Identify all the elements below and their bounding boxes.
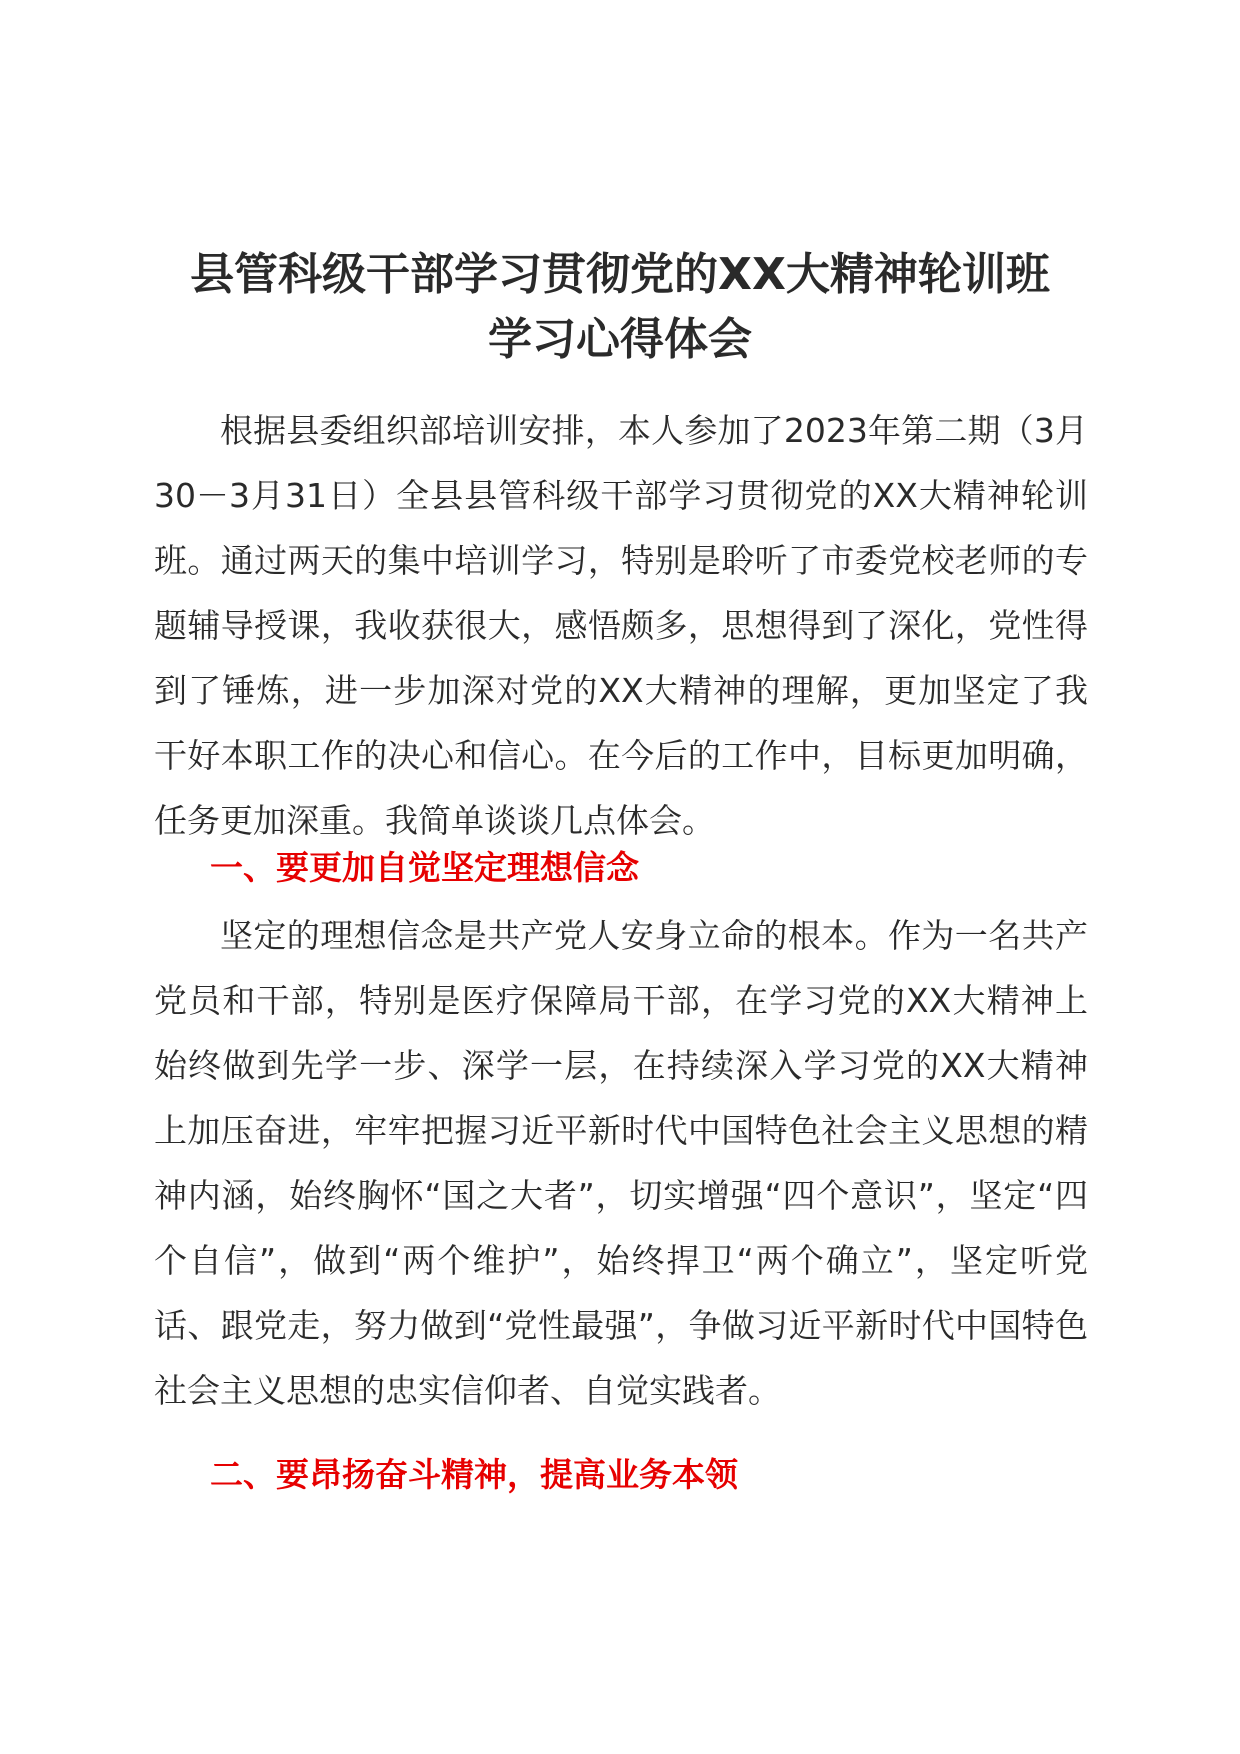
- body-paragraph-2: 坚定的理想信念是共产党人安身立命的根本。作为一名共产党员和干部，特别是医疗保障局干部，在学习党的XX大精神上始终做到先学一步、深学一层，在持续深入学习党的XX大精神上加压奋进，牢牢把握习近平新时代中国特色社会主义思想的精神内涵，始终胸怀“国之大者”，切实增强“四个意识”，坚定“四个自信”，做到“两个维护”，始终捍卫“两个确立”，坚定听党话、跟党走，努力做到“党性最强”，争做习近平新时代中国特色社会主义思想的忠实信仰者、自觉实践者。: [154, 916, 1088, 1410]
- section-heading-2: 二、要昂扬奋斗精神，提高业务本领: [210, 1455, 738, 1494]
- document-title-line-2: 学习心得体会: [488, 314, 752, 365]
- document-title-line-1: 县管科级干部学习贯彻党的XX大精神轮训班: [190, 249, 1050, 300]
- section-heading-1: 一、要更加自觉坚定理想信念: [210, 848, 639, 887]
- body-paragraph-1: 根据县委组织部培训安排，本人参加了2023年第二期（3月30－3月31日）全县县管科级干部学习贯彻党的XX大精神轮训班。通过两天的集中培训学习，特别是聆听了市委党校老师的专题辅导授课，我收获很大，感悟颇多，思想得到了深化，党性得到了锤炼，进一步加深对党的XX大精神的理解，更加坚定了我干好本职工作的决心和信心。在今后的工作中，目标更加明确，任务更加深重。我简单谈谈几点体会。: [154, 411, 1088, 840]
